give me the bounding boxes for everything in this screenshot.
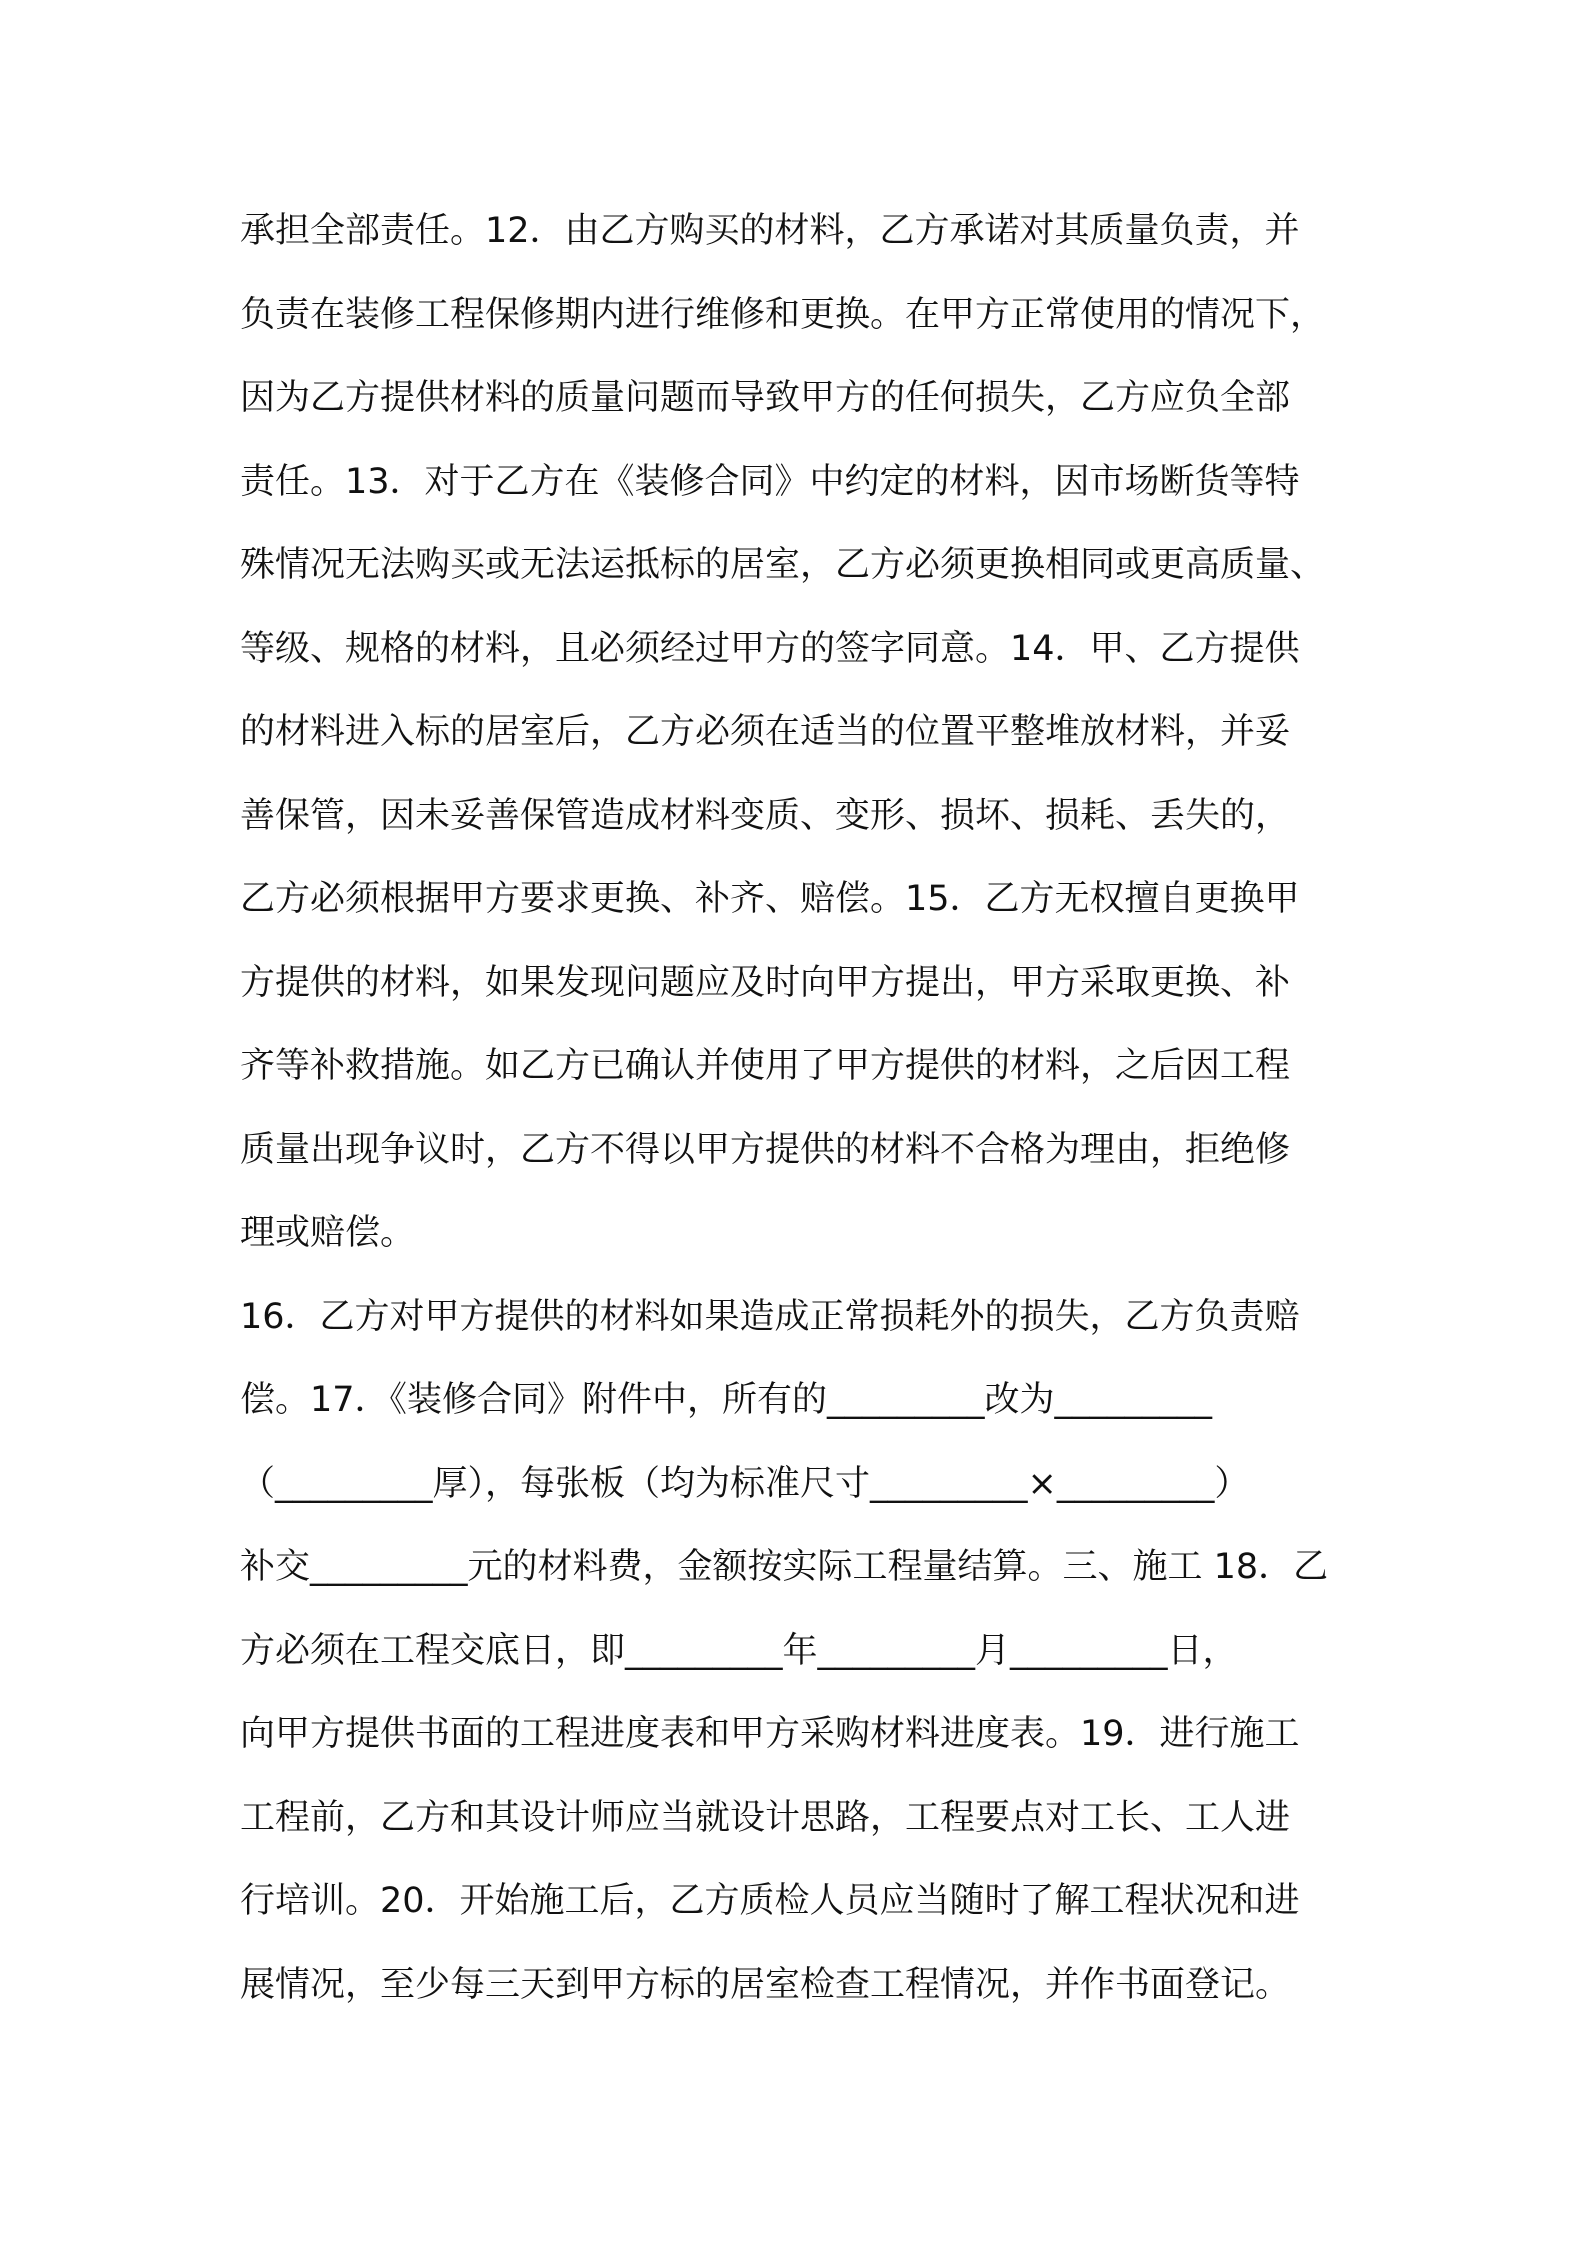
text-line-14: 16．乙方对甲方提供的材料如果造成正常损耗外的损失，乙方负责赔 bbox=[240, 1296, 1300, 1337]
text-line-2: 负责在装修工程保修期内进行维修和更换。在甲方正常使用的情况下， bbox=[240, 294, 1326, 335]
text-line-1: 承担全部责任。12．由乙方购买的材料，乙方承诺对其质量负责，并 bbox=[240, 211, 1300, 251]
text-line-19: 向甲方提供书面的工程进度表和甲方采购材料进度表。19．进行施工 bbox=[240, 1714, 1300, 1754]
text-line-13: 理或赔偿。 bbox=[240, 1213, 416, 1253]
text-line-21: 行培训。20．开始施工后，乙方质检人员应当随时了解工程状况和进 bbox=[240, 1881, 1300, 1921]
text-line-8: 善保管，因未妥善保管造成材料变质、变形、损坏、损耗、丢失的， bbox=[240, 795, 1291, 836]
text-line-6: 等级、规格的材料，且必须经过甲方的签字同意。14．甲、乙方提供 bbox=[240, 628, 1300, 669]
text-line-9: 乙方必须根据甲方要求更换、补齐、赔偿。15．乙方无权擅自更换甲 bbox=[240, 879, 1300, 919]
text-line-3: 因为乙方提供材料的质量问题而导致甲方的任何损失，乙方应负全部 bbox=[240, 378, 1291, 418]
text-line-4: 责任。13．对于乙方在《装修合同》中约定的材料，因市场断货等特 bbox=[240, 461, 1300, 502]
text-line-18: 方必须在工程交底日，即_________年_________月_________日， bbox=[240, 1630, 1238, 1671]
text-line-11: 齐等补救措施。如乙方已确认并使用了甲方提供的材料，之后因工程 bbox=[240, 1046, 1291, 1086]
text-line-10: 方提供的材料，如果发现问题应及时向甲方提出，甲方采取更换、补 bbox=[240, 962, 1291, 1003]
text-line-7: 的材料进入标的居室后，乙方必须在适当的位置平整堆放材料，并妥 bbox=[240, 712, 1291, 752]
text-line-22: 展情况，至少每三天到甲方标的居室检查工程情况，并作书面登记。 bbox=[240, 1964, 1291, 2005]
text-line-15: 偿。17．《装修合同》附件中，所有的_________改为_________ bbox=[240, 1380, 1213, 1420]
text-line-20: 工程前，乙方和其设计师应当就设计思路，工程要点对工长、工人进 bbox=[240, 1797, 1291, 1838]
text-line-5: 殊情况无法购买或无法运抵标的居室，乙方必须更换相同或更高质量、 bbox=[240, 545, 1326, 585]
text-line-12: 质量出现争议时，乙方不得以甲方提供的材料不合格为理由，拒绝修 bbox=[240, 1129, 1291, 1170]
contract-text-block bbox=[240, 190, 1370, 2027]
text-line-16: （_________厚），每张板（均为标准尺寸_________×_________） bbox=[240, 1463, 1250, 1504]
text-line-17: 补交_________元的材料费，金额按实际工程量结算。三、施工 18．乙 bbox=[240, 1547, 1329, 1587]
